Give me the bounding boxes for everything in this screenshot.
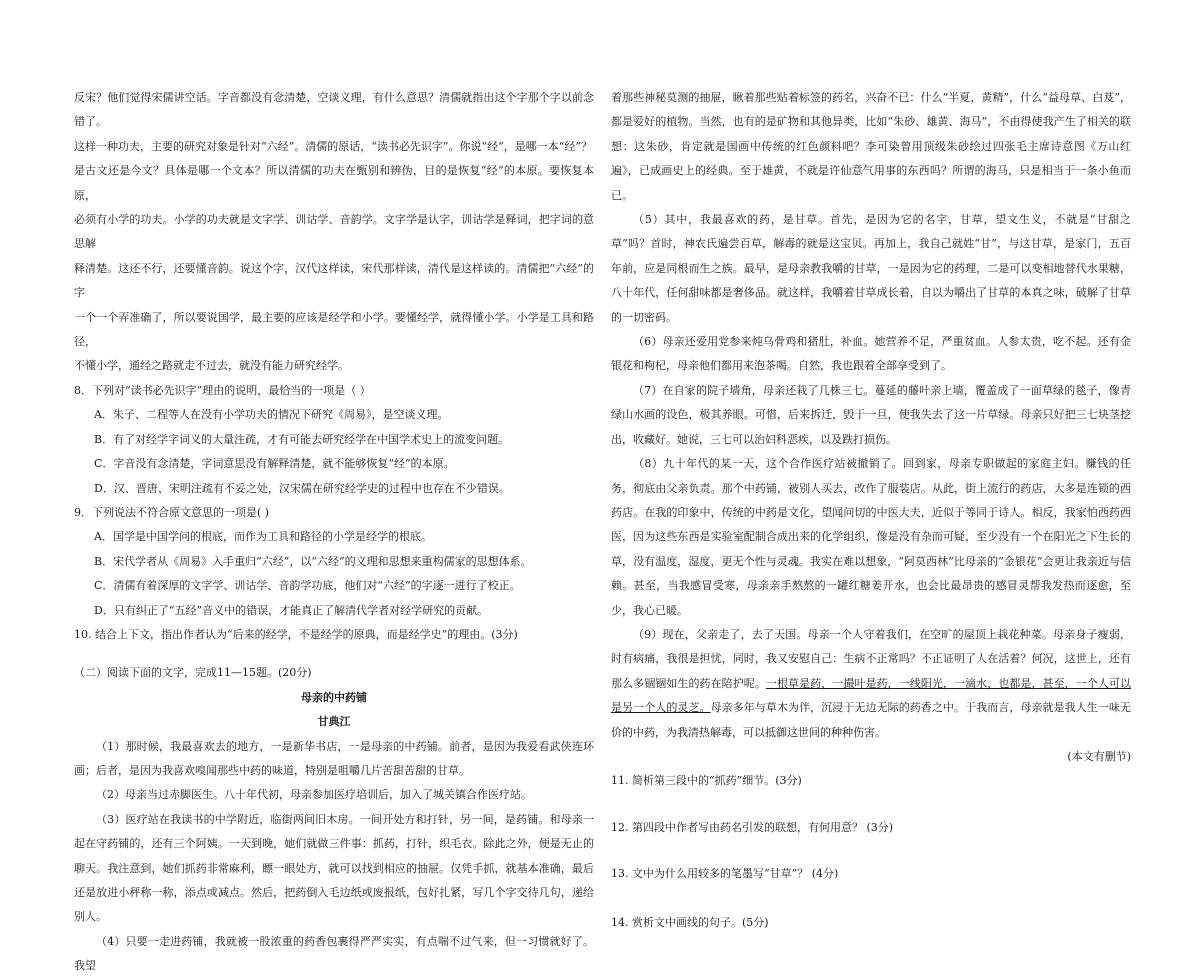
text-line: 释清楚。这还不行，还要懂音韵。说这个字，汉代这样读，宋代那样读，清代是这样读的。清儒把“六经”的字: [74, 261, 594, 300]
passage-end: [74, 86, 594, 379]
paragraph-4: （4）只要一走进药铺，我就被一股浓重的药香包裹得严严实实，有点喘不过气来，但一习惯就好了。我望: [74, 934, 594, 973]
question-12: 12. 第四段中作者写由药名引发的联想，有何用意？ (3分): [611, 820, 894, 834]
question-9: [74, 501, 594, 623]
paragraph-2: （2）母亲当过赤脚医生。八十年代初，母亲参加医疗培训后，加入了城关镇合作医疗站。: [96, 788, 532, 802]
source-note: (本文有删节): [1067, 749, 1131, 763]
text-line: 反宋？他们觉得宋儒讲空话。字音都没有念清楚，空谈义理，有什么意思？清儒就指出这个字那个字以前念错了。: [74, 91, 594, 129]
question-10: 10. 结合上下文，指出作者认为“后来的经学，不是经学的原典，而是经学史”的理由。(3分): [74, 627, 518, 641]
article-author: 甘典江: [317, 715, 351, 729]
left-column: [74, 86, 594, 979]
section-header: （二）阅读下面的文字，完成11—15题。(20分): [74, 666, 312, 680]
paragraph-5: （5）其中，我最喜欢的药，是甘草。首先，是因为它的名字，甘草，望文生义，不就是“甘甜之草”吗？首时，神农氏遍尝百草，解毒的就是这宝贝。再加上，我自己就姓“甘”，与这甘草，是家门，五百年前，应是同根而生之族。最早，是母亲教我嚼的甘草，一是因为它的药理，二是可以变相地替代水果糖，八十年代，任何甜味都是奢侈品。就这样，我嚼着甘草成长着，自以为嚼出了甘草的本真之味，破解了甘草的一切密码。: [611, 213, 1131, 324]
question-13: 13. 文中为什么用较多的笔墨写“甘草”？ (4分): [611, 867, 839, 881]
paragraph-6: （6）母亲还爱用党参来炖乌骨鸡和猪肚，补血。她营养不足，严重贫血。人参太贵，吃不起。还有金银花和枸杞，母亲他们都用来泡茶喝。自然，我也跟着全部享受到了。: [611, 335, 1131, 373]
option-b: B．有了对经学字词义的大量注疏，才有可能去研究经学在中国学术史上的流变问题。: [94, 432, 510, 446]
text-line: 必须有小学的功夫。小学的功夫就是文字学、训诂学、音韵学。文字学是认字，训诂学是释词，把字词的意思解: [74, 213, 594, 251]
text-line: 不懂小学，通经之路就走不过去，就没有能力研究经学。: [74, 359, 349, 373]
paragraph-7: （7）在自家的院子墙角，母亲还栽了几株三七。蔓延的藤叶亲上墙，覆盖成了一面草绿的毯子，像青绿山水画的设色，极其养眼。可惜，后来拆迁，毁于一旦，使我失去了这一片草绿。母亲只好把三七块茎挖出，收藏好。她说，三七可以治妇科恶疾，以及跌打损伤。: [611, 383, 1131, 446]
paragraph-4-continued: 着那些神秘莫测的抽屉，瞅着那些贴着标签的药名，兴奋不已：什么“半夏，黄精”，什么“益母草、白芨”，都是爱好的植物。当然，也有的是矿物和其他异类，比如“朱砂、雄黄、海马”，不由得使我产生了相关的联想：这朱砂，肯定就是国画中传统的红色颜料吧？李可染曾用顶级朱砂绘过四张毛主席诗意图《万山红遍》，已成画史上的经典。至于雄黄，不就是许仙意气用事的东西吗？所谓的海马，只是相当于一条小鱼而已。: [611, 91, 1131, 202]
text-line: 一个一个弄准确了，所以要说国学，最主要的应该是经学和小学。要懂经学，就得懂小学。小学是工具和路径，: [74, 310, 594, 349]
option-c: C．字音没有念清楚，字词意思没有解释清楚，就不能够恢复“经”的本原。: [94, 457, 455, 471]
paragraph-8: （8）九十年代的某一天，这个合作医疗站被撤销了。回到家，母亲专职做起的家庭主妇。赚钱的任务，彻底由父亲负责。那个中药铺，被别人买去，改作了服装店。从此，街上流行的药店，大多是连锁的西药店。在我的印象中，传统的中药是文化，望闻问切的中医大夫，近似于等同于诗人。相反，我家怕西药西医，因为这些东西是实验室配制合成出来的化学组织，像是没有杂而可疑，至少没有一个在阳光之下生长的草，没有温度，湿度，更无个性与灵魂。我实在难以想象，“阿莫西林”比母亲的“金银花”会更让我亲近与信赖。甚至，当我感冒受寒，母亲亲手熬熬的一罐红糖姜开水，也会比最昂贵的感冒灵帮我发热而逐愈，至少，我心已暖。: [611, 457, 1131, 617]
paragraph-1: （1）那时候，我最喜欢去的地方，一是新华书店，一是母亲的中药铺。前者，是因为我爱看武侠连环画；后者，是因为我喜欢嗅闻那些中药的味道，特别是咀嚼几片苦甜苦甜的甘草。: [74, 739, 594, 777]
question-stem: 9．下列说法不符合原文意思的一项是( ): [74, 505, 270, 519]
option-d: D．汉、晋唐、宋明注疏有不妥之处，汉宋儒在研究经学史的过程中也存在不少错误。: [94, 481, 510, 495]
paragraph-9: [611, 623, 1131, 745]
option-c: C．清儒有着深厚的文字学、训诂学、音韵学功底，他们对“六经”的字逐一进行了校正。: [94, 579, 521, 593]
question-8: [74, 379, 594, 501]
right-column: [611, 86, 1131, 935]
article-title: 母亲的中药铺: [301, 690, 367, 704]
text-line: 这样一种功夫，主要的研究对象是针对“六经”。清儒的原话，“读书必先识字”。你说“经”，是哪一本“经”？: [74, 139, 592, 153]
paragraph-9-text: （9）现在，父亲走了，去了天国。母亲一个人守着我们，在空旷的屋顶上栽花种菜。母亲身子瘦弱，时有病痛，我很是担忧，同时，我又安慰自己：生病不正常吗？不正证明了人在活着？何况，这世上，还有那么多锢锢如生的药在陪护呢。: [611, 627, 1131, 690]
question-14: 14. 赏析文中画线的句子。(5分): [611, 915, 769, 929]
question-stem: 8．下列对“读书必先识字”理由的说明，最恰当的一项是（ ）: [74, 383, 371, 397]
text-line: 是古文还是今文？具体是哪一个文本？所以清儒的功夫在甄别和辨伪，目的是恢复“经”的本原。要恢复本原，: [74, 164, 594, 202]
paragraph-9-text: 母亲多年与草木为伴，沉浸于无边无际的药香之中。于我而言，母亲就是我人生一味无价的中药，为我清热解毒，可以抵御这世间的种种伤害。: [611, 701, 1132, 739]
question-11: 11. 简析第三段中的“抓药”细节。(3分): [611, 774, 802, 788]
underlined-sentence: 一根草是药，一撮叶是药，一线阳光，一滴水，也都是，甚至，一个人可以是另一个人的灵芝。: [611, 676, 1132, 715]
option-d: D．只有纠正了“五经”音义中的错误，才能真正了解清代学者对经学研究的贡献。: [94, 603, 489, 617]
option-a: A．国学是中国学问的根底，而作为工具和路径的小学是经学的根底。: [94, 530, 432, 544]
option-a: A．朱子、二程等人在没有小学功夫的情况下研究《周易》，是空谈义理。: [94, 408, 449, 422]
paragraph-3: （3）医疗站在我读书的中学附近，临街两间旧木房。一间开处方和打针，另一间，是药铺。和母亲一起在守药铺的，还有三个阿姨。一天到晚，她们就做三件事：抓药，打针，织毛衣。除此之外，便是无止的聊天。我注意到，她们抓药非常麻利，瞟一眼处方，就可以找到相应的抽屉。仅凭手抓，就基本准确，最后还是放进小秤称一称，添点或减点。然后，把药倒入毛边纸或废报纸，包好扎紧，写几个字交待几句，递给别人。: [74, 812, 594, 924]
option-b: B．宋代学者从《周易》入手重归“六经”，以“六经”的义理和思想来重构儒家的思想体系。: [94, 554, 532, 568]
